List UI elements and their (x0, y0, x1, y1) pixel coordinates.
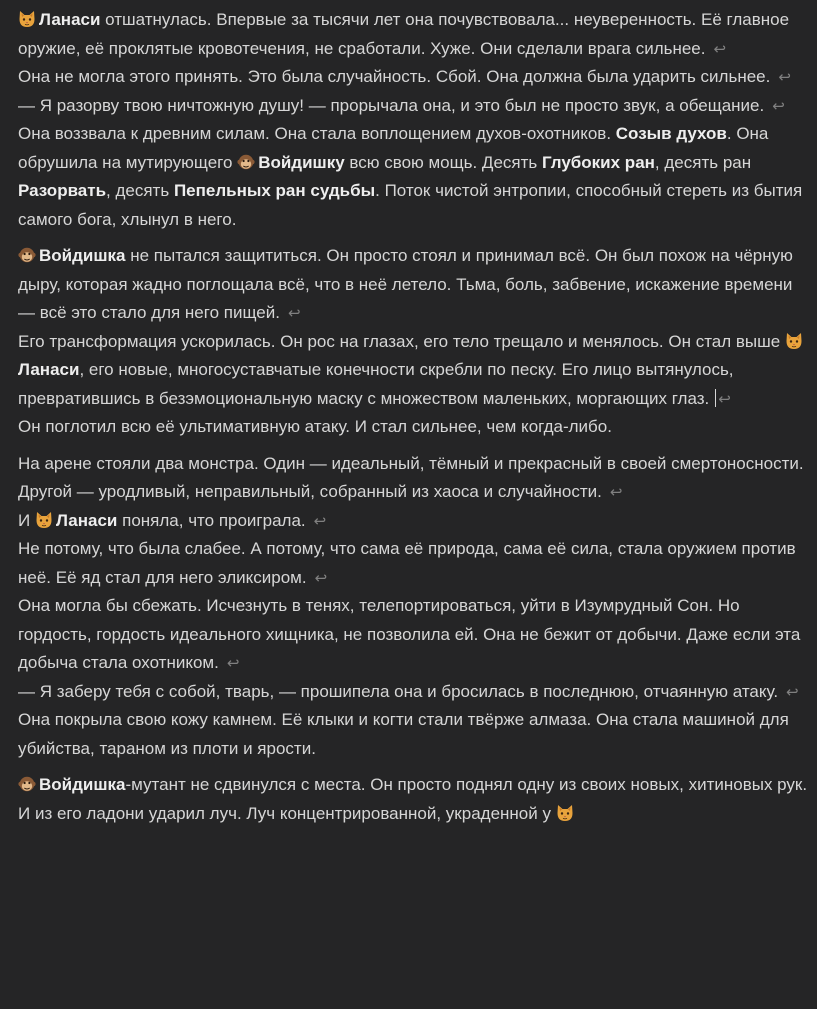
paragraph-text: , его новые, многосуставчатые конечности скребли по песку. Его лицо вытянулось, превратившись в безэмоциональную маску с множеством маленьких, моргающих глаз. (18, 360, 734, 408)
return-icon: ↩ (786, 682, 799, 701)
paragraph (18, 450, 808, 507)
character-name: Войдишка (39, 775, 126, 794)
paragraph (18, 6, 808, 63)
character-name: Ланаси (55, 510, 118, 530)
paragraph-gap (18, 442, 808, 450)
paragraph-text: всю свою мощь. Десять (344, 152, 542, 172)
paragraph (18, 535, 808, 592)
character-name: Войдишка (39, 246, 126, 265)
paragraph (18, 328, 808, 414)
character-name: Ланаси (39, 10, 101, 29)
cat-face-icon (785, 332, 803, 350)
paragraph-text: Его трансформация ускорилась. Он рос на глазах, его тело трещало и менялось. Он стал выше (18, 331, 785, 351)
paragraph-text: И (18, 510, 35, 530)
paragraph-text: — Я разорву твою ничтожную душу! — прорычала она, и это был не просто звук, а обещание. (18, 95, 765, 115)
monkey-face-icon (237, 153, 255, 171)
return-icon: ↩ (778, 68, 791, 86)
paragraph (18, 92, 808, 121)
return-icon: ↩ (713, 39, 727, 58)
paragraph (18, 678, 808, 707)
character-name: Ланаси (18, 360, 80, 379)
paragraph-text: Он поглотил всю её ультимативную атаку. И стал сильнее, чем когда-либо. (18, 417, 612, 436)
return-icon: ↩ (287, 304, 301, 322)
paragraph (18, 120, 808, 234)
paragraph (18, 413, 808, 442)
paragraph-gap (18, 234, 808, 242)
return-icon: ↩ (718, 389, 731, 408)
paragraph (18, 771, 808, 828)
document-body[interactable] (18, 6, 808, 828)
paragraph-text: -мутант не сдвинулся с места. Он просто поднял одну из своих новых, хитиновых рук. И из его ладони ударил луч. Луч концентрированной, украденной у (18, 775, 808, 823)
monkey-face-icon (18, 246, 36, 264)
paragraph (18, 706, 808, 763)
paragraph (18, 507, 808, 536)
paragraph-text: На арене стояли два монстра. Один — идеальный, тёмный и прекрасный в своей смертоносности. Другой — уродливый, неправильный, собранный из хаоса и случайности. (18, 453, 804, 501)
paragraph (18, 63, 808, 92)
cat-face-icon (556, 804, 574, 822)
ability-name: Разорвать (18, 181, 107, 200)
cat-face-icon (18, 10, 36, 28)
text-cursor (715, 389, 716, 407)
paragraph-text: не пытался защититься. Он просто стоял и принимал всё. Он был похож на чёрную дыру, которая жадно поглощала всё, что в неё летело. Тьма, боль, забвение, искажение времени — всё это стало для него пищей. (18, 246, 793, 322)
paragraph-text: Она воззвала к древним силам. Она стала воплощением духов-охотников. (18, 124, 616, 143)
paragraph-gap (18, 763, 808, 771)
paragraph-text: Она не могла этого принять. Это была случайность. Сбой. Она должна была ударить сильнее. (18, 67, 771, 86)
paragraph (18, 242, 808, 328)
return-icon: ↩ (313, 511, 327, 530)
return-icon: ↩ (314, 568, 328, 587)
return-icon: ↩ (772, 96, 785, 115)
cat-face-icon (35, 511, 53, 529)
paragraph-text: Она могла бы сбежать. Исчезнуть в тенях, телепортироваться, уйти в Изумрудный Сон. Но гордость, гордость идеального хищника, не позволила ей. Она не бежит от добычи. Даже если эта добыча стала охотником. (18, 596, 801, 672)
paragraph-text: , десять ран (654, 152, 752, 172)
paragraph-text: — Я заберу тебя с собой, тварь, — прошипела она и бросилась в последнюю, отчаянную атаку. (18, 681, 779, 701)
paragraph-text: Не потому, что была слабее. А потому, что сама её природа, сама её сила, стала оружием против неё. Её яд стал для него эликсиром. (18, 539, 796, 587)
paragraph-text: поняла, что проиграла. (117, 510, 306, 530)
paragraph-text: отшатнулась. Впервые за тысячи лет она почувствовала... неуверенность. Её главное оружие, её проклятые кровотечения, не сработали. Хуже. Они сделали врага сильнее. (18, 10, 790, 58)
paragraph-text: . Поток чистой энтропии, способный стереть из бытия самого бога, хлынул в него. (18, 181, 803, 229)
ability-name: Глубоких ран (541, 152, 655, 172)
character-name: Войдишку (258, 152, 345, 172)
ability-name: Пепельных ран судьбы (173, 181, 376, 200)
return-icon: ↩ (609, 483, 623, 501)
return-icon: ↩ (226, 654, 240, 672)
paragraph-text: . Она обрушила на мутирующего (18, 124, 769, 172)
ability-name: Созыв духов (615, 124, 727, 143)
paragraph-text: , десять (106, 181, 174, 200)
paragraph (18, 592, 808, 678)
paragraph-text: Она покрыла свою кожу камнем. Её клыки и когти стали твёрже алмаза. Она стала машиной для убийства, тараном из плоти и ярости. (18, 710, 789, 758)
monkey-face-icon (18, 775, 36, 793)
